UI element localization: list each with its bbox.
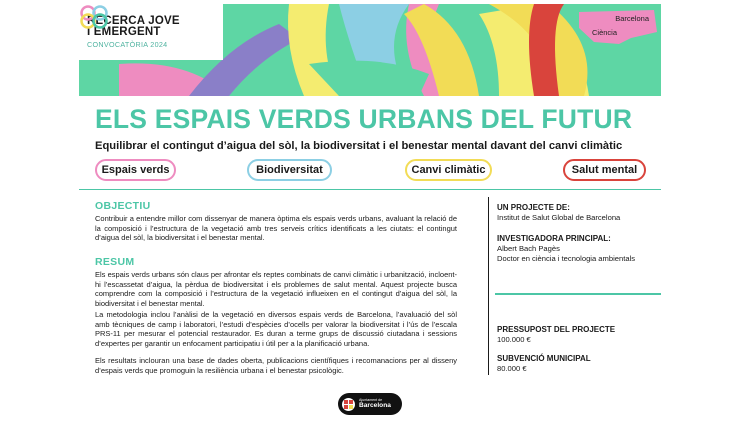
right-divider bbox=[495, 293, 661, 295]
tag-pill-biodiversitat: Biodiversitat bbox=[247, 159, 332, 181]
header-banner bbox=[79, 4, 661, 96]
projecte-label: UN PROJECTE DE: bbox=[497, 203, 570, 212]
objectiu-heading: OBJECTIU bbox=[95, 200, 151, 212]
page-title: ELS ESPAIS VERDS URBANS DEL FUTUR bbox=[95, 104, 633, 134]
rings-logo-icon bbox=[79, 4, 109, 30]
footer-logo-big: Barcelona bbox=[359, 401, 391, 409]
investigadora-label: INVESTIGADORA PRINCIPAL: bbox=[497, 234, 611, 243]
tag-pill-salut-mental: Salut mental bbox=[563, 159, 646, 181]
subvencio-value: 80.000 € bbox=[497, 364, 527, 373]
pressupost-value: 100.000 € bbox=[497, 335, 531, 344]
barcelona-shield-icon bbox=[342, 398, 355, 411]
logo-line-1: RECERCA JOVE bbox=[87, 14, 180, 27]
tag-pill-espais-verds: Espais verds bbox=[95, 159, 176, 181]
page-subtitle: Equilibrar el contingut d’aigua del sòl, la biodiversitat i el benestar mental davant del canvi climàtic bbox=[95, 140, 623, 152]
projecte-value: Institut de Salut Global de Barcelona bbox=[497, 213, 621, 222]
footer-logo-small: Ajuntament de bbox=[359, 397, 383, 402]
investigadora-name: Albert Bach Pagès bbox=[497, 244, 560, 253]
objectiu-text: Contribuir a entendre millor com dissenyar de manera òptima els espais verds urbans, avaluant la relació de la composició i l’estructura de la vegetació amb tres serveis crítics identificats a les ciutats: el contingut d’aigua del sòl, la biodiversitat i el benestar mental. bbox=[95, 214, 457, 243]
investigadora-title: Doctor en ciència i tecnologia ambientals bbox=[497, 254, 636, 263]
ajuntament-barcelona-logo bbox=[338, 393, 402, 415]
column-divider bbox=[488, 197, 489, 375]
pressupost-label: PRESSUPOST DEL PROJECTE bbox=[497, 325, 616, 334]
resum-paragraph-2: La metodologia inclou l’anàlisi de la vegetació en diversos espais verds de Barcelona, l’avaluació del sòl amb tècniques de camp i laboratori, l’estudi d’espècies d’ocells per valorar la biodiversitat i l’ús de l’escala PRS-11 per mesurar el potencial restaurador. Es duran a terme grups de discussió ciutadana i sessions d’expertes per garantir un enfocament participatiu i útil per a la planificació urbana. bbox=[95, 310, 457, 349]
tag-pill-canvi-climatic: Canvi climàtic bbox=[405, 159, 492, 181]
logo-line-3: CONVOCATÒRIA 2024 bbox=[87, 39, 168, 49]
ciencia-tag: Ciència bbox=[591, 28, 617, 37]
barcelona-tag: Barcelona bbox=[615, 14, 649, 23]
top-divider bbox=[79, 189, 661, 190]
recerca-jove-logo bbox=[79, 4, 223, 60]
subvencio-label: SUBVENCIÓ MUNICIPAL bbox=[497, 354, 591, 363]
resum-heading: RESUM bbox=[95, 256, 135, 268]
logo-line-2: I EMERGENT bbox=[87, 26, 161, 39]
resum-paragraph-1: Els espais verds urbans són claus per afrontar els reptes combinats de canvi climàtic i urbanització, incloent-hi l’escassetat d’aigua, la pèrdua de biodiversitat i els problemes de salut mental. Aquest projecte busca comprendre com la composició i l’estructura de la vegetació influeixen en el contingut d’aigua del sòl, la biodiversitat i el benestar mental. bbox=[95, 270, 457, 309]
resum-paragraph-3: Els resultats inclouran una base de dades oberta, publicacions científiques i recomanacions per al disseny d’espais verds que promoguin la resiliència urbana i el benestar psicològic. bbox=[95, 356, 457, 375]
